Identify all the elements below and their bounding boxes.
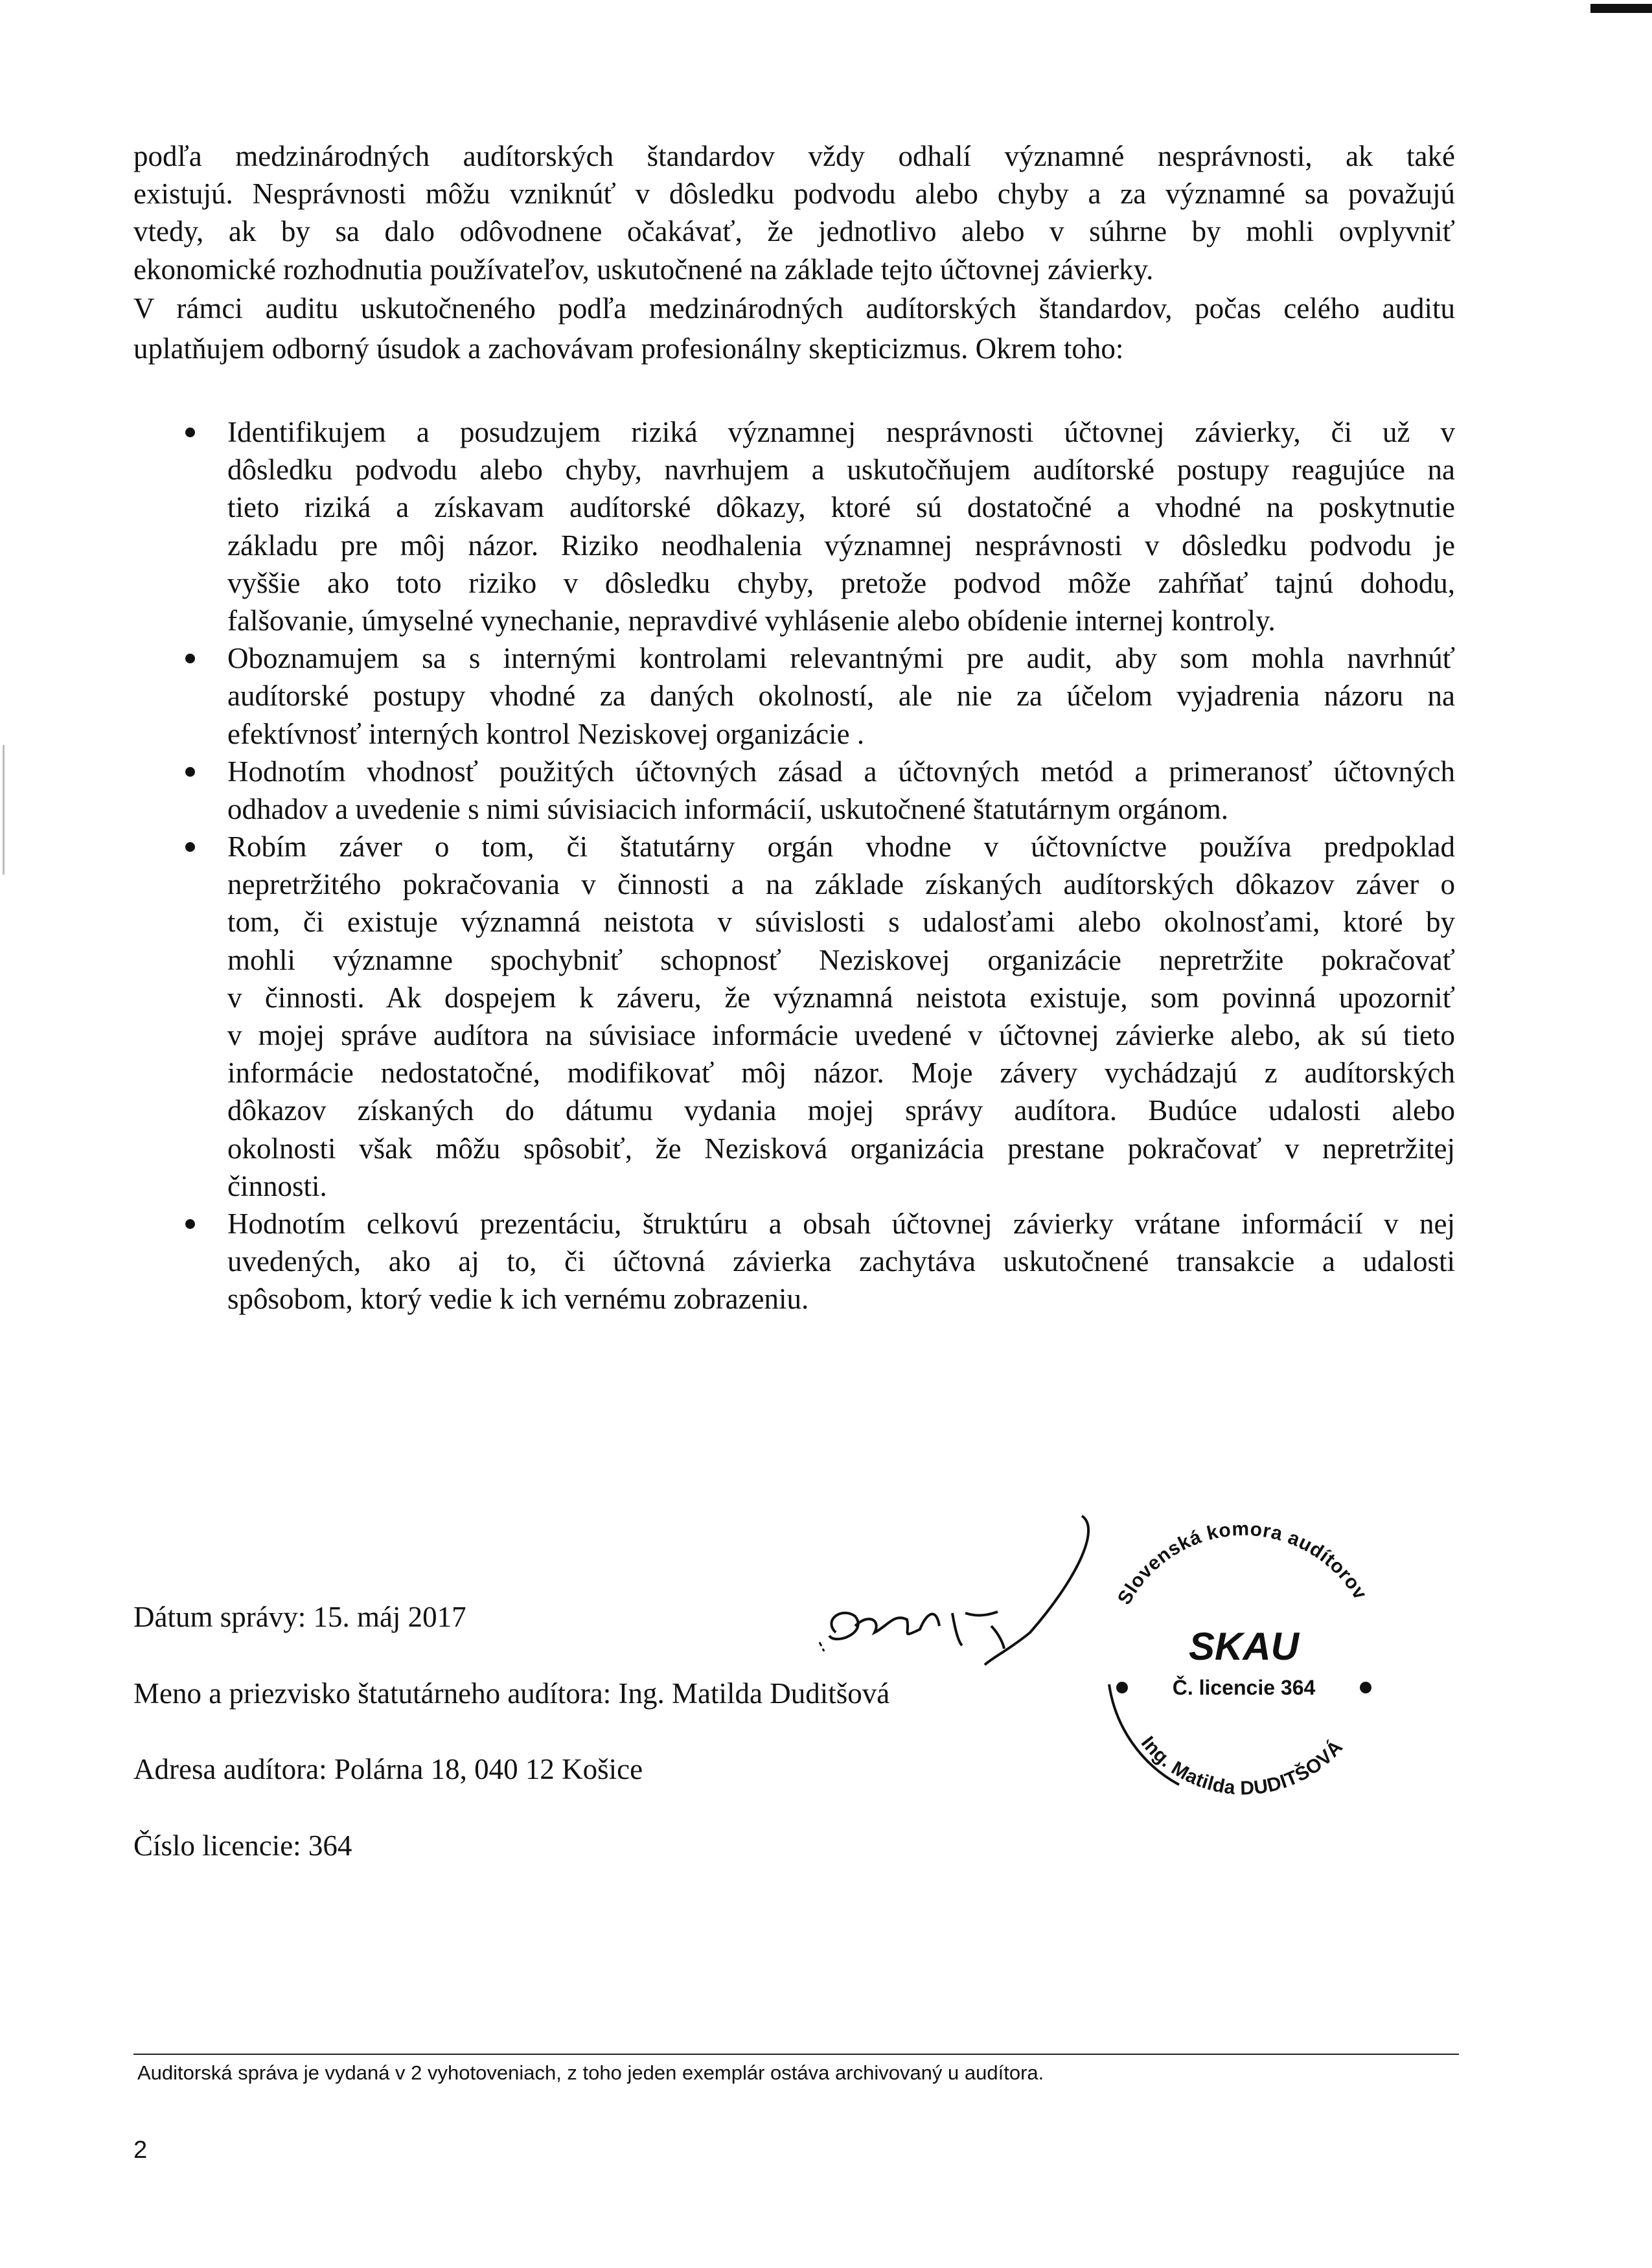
stamp-dot	[1116, 1682, 1128, 1693]
bullet-icon	[185, 428, 195, 437]
bullet-icon	[185, 654, 195, 663]
text-line: Hodnotím vhodnosť použitých účtovných zásad a účtovných metód a primeranosť účtovných	[227, 755, 1455, 788]
auditor-name: Meno a priezvisko štatutárneho audítora: Ing. Matilda Duditšová	[133, 1677, 890, 1710]
text-line: ekonomické rozhodnutia používateľov, uskutočnené na základe tejto účtovnej závierky.	[133, 253, 1154, 286]
report-date: Dátum správy: 15. máj 2017	[133, 1601, 466, 1633]
text-line: vtedy, ak by sa dalo odôvodnene očakávať, že jednotlivo alebo v súhrne by mohli ovplyvniť	[133, 215, 1455, 248]
stamp-license: Č. licencie 364	[1172, 1676, 1316, 1699]
bullet-item	[133, 413, 1455, 639]
text-line: spôsobom, ktorý vedie k ich vernému zobrazeniu.	[227, 1283, 809, 1316]
intro-paragraph-1	[133, 137, 1455, 288]
bullet-item	[133, 639, 1455, 753]
scan-edge-mark	[3, 745, 5, 875]
text-line: audítorské postupy vhodné za daných okolností, ale nie za účelom vyjadrenia názoru na	[227, 680, 1455, 713]
text-line: uplatňujem odborný úsudok a zachovávam profesionálny skepticizmus. Okrem toho:	[133, 332, 1124, 365]
text-line: vyššie ako toto riziko v dôsledku chyby, pretože podvod môže zahŕňať tajnú dohodu,	[227, 566, 1455, 599]
handwritten-signature	[797, 1503, 1095, 1668]
text-line: Identifikujem a posudzujem riziká významnej nesprávnosti účtovnej závierky, či už v	[227, 416, 1455, 448]
stamp-center: SKAU	[1188, 1625, 1300, 1668]
footer-divider	[133, 2054, 1459, 2055]
text-line: mohli významne spochybniť schopnosť Neziskovej organizácie nepretržite pokračovať	[227, 943, 1455, 976]
intro-paragraph-2	[133, 290, 1455, 367]
bullet-icon	[185, 767, 195, 777]
auditor-stamp	[1101, 1518, 1386, 1807]
svg-text:Ing. Matilda DUDITŠOVÁ	[1137, 1732, 1347, 1799]
stamp-ring-top: Slovenská komora audítorov	[1113, 1518, 1371, 1609]
text-line: základu pre môj názor. Riziko neodhalenia významnej nesprávnosti v dôsledku podvodu je	[227, 529, 1455, 562]
text-line: v činnosti. Ak dospejem k záveru, že významná neistota existuje, som povinná upozorniť	[227, 981, 1455, 1014]
bullet-item	[133, 753, 1455, 828]
footer-note: Auditorská správa je vydaná v 2 vyhotoveniach, z toho jeden exemplár ostáva archivovaný u audítora.	[137, 2061, 1044, 2084]
license-number: Číslo licencie: 364	[133, 1829, 352, 1862]
bullet-list	[133, 413, 1455, 1318]
text-line: Oboznamujem sa s internými kontrolami relevantnými pre audit, aby som mohla navrhnúť	[227, 642, 1455, 675]
scan-corner-mark	[1590, 4, 1652, 13]
text-line: uvedených, ako aj to, či účtovná závierka zachytáva uskutočnené transakcie a udalosti	[227, 1245, 1455, 1278]
text-line: okolnosti však môžu spôsobiť, že Nezisková organizácia prestane pokračovať v nepretržitej	[227, 1132, 1455, 1165]
text-line: informácie nedostatočné, modifikovať môj názor. Moje závery vychádzajú z audítorských	[227, 1057, 1455, 1090]
page-number: 2	[133, 2136, 148, 2164]
text-line: odhadov a uvedenie s nimi súvisiacich informácií, uskutočnené štatutárnym orgánom.	[227, 792, 1229, 825]
text-line: tieto riziká a získavam audítorské dôkazy, ktoré sú dostatočné a vhodné na poskytnutie	[227, 491, 1455, 524]
stamp-ring-bottom: Ing. Matilda DUDITŠOVÁ	[1136, 1732, 1348, 1800]
text-line: tom, či existuje významná neistota v súvislosti s udalosťami alebo okolnosťami, ktoré by	[227, 906, 1455, 939]
text-line: dôkazov získaných do dátumu vydania mojej správy audítora. Budúce udalosti alebo	[227, 1094, 1455, 1127]
text-line: podľa medzinárodných audítorských štandardov vždy odhalí významné nesprávnosti, ak také	[133, 140, 1455, 172]
text-line: dôsledku podvodu alebo chyby, navrhujem a uskutočňujem audítorské postupy reagujúce na	[227, 453, 1455, 487]
text-line: efektívnosť interných kontrol Neziskovej organizácie .	[227, 717, 865, 750]
text-line: v mojej správe audítora na súvisiace informácie uvedené v účtovnej závierke alebo, ak sú tieto	[227, 1019, 1455, 1051]
text-line: Hodnotím celkovú prezentáciu, štruktúru a obsah účtovnej závierky vrátane informácií v nej	[227, 1207, 1455, 1240]
text-line: Robím záver o tom, či štatutárny orgán vhodne v účtovníctve používa predpoklad	[227, 830, 1455, 864]
bullet-item	[133, 828, 1455, 1205]
bullet-item	[133, 1205, 1455, 1318]
text-line: falšovanie, úmyselné vynechanie, nepravdivé vyhlásenie alebo obídenie internej kontroly.	[227, 604, 1276, 637]
auditor-address: Adresa audítora: Polárna 18, 040 12 Košice	[133, 1753, 643, 1785]
bullet-icon	[185, 842, 195, 852]
text-line: V rámci auditu uskutočneného podľa medzinárodných audítorských štandardov, počas celého auditu	[133, 292, 1455, 325]
svg-text:Slovenská komora audítorov	[1114, 1518, 1371, 1609]
text-line: činnosti.	[227, 1169, 327, 1202]
bullet-icon	[185, 1219, 195, 1229]
text-line: nepretržitého pokračovania v činnosti a na základe získaných audítorských dôkazov záver o	[227, 868, 1455, 901]
text-line: existujú. Nesprávnosti môžu vzniknúť v dôsledku podvodu alebo chyby a za významné sa považujú	[133, 178, 1455, 211]
stamp-dot	[1360, 1682, 1371, 1693]
